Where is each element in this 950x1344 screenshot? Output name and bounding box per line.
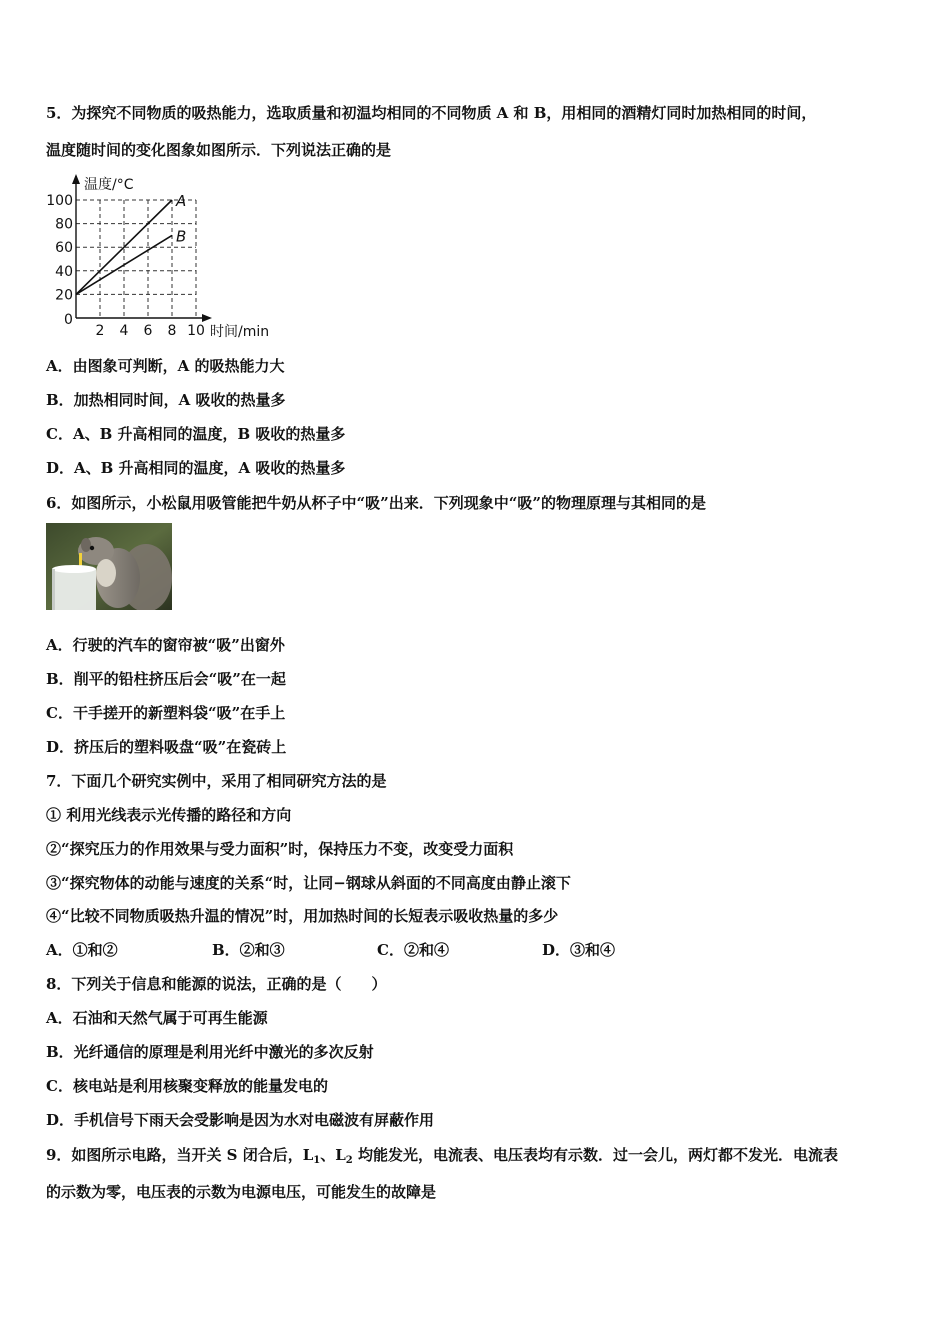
- q5-option-a: A．由图象可判断，A 的吸热能力大: [46, 357, 285, 375]
- x-tick-label-10: 10: [187, 323, 205, 339]
- q9-stem-line2: 的示数为零，电压表的示数为电源电压，可能发生的故障是: [46, 1183, 437, 1201]
- q7-option-c: C．②和④: [377, 941, 449, 959]
- q7-item-1: ① 利用光线表示光传播的路径和方向: [46, 806, 292, 824]
- q9-stem-part-c: 均能发光，电流表、电压表均有示数．过一会儿，两灯都不发光．电流表: [352, 1146, 838, 1164]
- q8-option-c: C．核电站是利用核聚变释放的能量发电的: [46, 1077, 328, 1095]
- q8-option-b: B．光纤通信的原理是利用光纤中激光的多次反射: [46, 1043, 374, 1061]
- y-tick-label-60: 60: [55, 240, 73, 257]
- q9-sub-2: 2: [345, 1155, 353, 1166]
- series-label-A: A: [176, 192, 187, 210]
- q7-item-3: ③“探究物体的动能与速度的关系“时，让同−钢球从斜面的不同高度由静止滚下: [46, 874, 571, 892]
- x-axis-arrow: [202, 314, 212, 322]
- q7-options-row: [46, 940, 615, 960]
- y-axis-arrow: [72, 174, 80, 184]
- q8-option-a: A．石油和天然气属于可再生能源: [46, 1009, 268, 1027]
- x-tick-label-4: 4: [119, 323, 129, 339]
- temperature-time-chart: [44, 170, 294, 342]
- y-tick-label-100: 100: [46, 193, 73, 209]
- y-tick-label-40: 40: [55, 263, 73, 280]
- q5-option-c: C．A、B 升高相同的温度，B 吸收的热量多: [46, 425, 346, 443]
- chart-grid: [76, 200, 196, 318]
- chart-axes: [72, 174, 212, 322]
- x-tick-label-6: 6: [143, 323, 153, 339]
- q6-stem: 6．如图所示，小松鼠用吸管能把牛奶从杯子中“吸”出来．下列现象中“吸”的物理原理与其相同的是: [46, 494, 706, 512]
- q7-option-a: A．①和②: [46, 941, 118, 959]
- q7-stem: 7．下面几个研究实例中，采用了相同研究方法的是: [46, 772, 387, 790]
- q7-option-b: B．②和③: [212, 941, 285, 959]
- q8-option-d: D．手机信号下雨天会受影响是因为水对电磁波有屏蔽作用: [46, 1111, 435, 1129]
- q7-item-4: ④“比较不同物质吸热升温的情况”时，用加热时间的长短表示吸收热量的多少: [46, 907, 559, 925]
- chart-x-label: 时间/min: [210, 324, 270, 340]
- q8-stem: 8．下列关于信息和能源的说法，正确的是（ ）: [46, 975, 387, 993]
- q5-stem-line1: 5．为探究不同物质的吸热能力，选取质量和初温均相同的不同物质 A 和 B，用相同的酒精灯同时加热相同的时间，: [46, 104, 817, 122]
- q9-stem-line1: [46, 1145, 838, 1171]
- q5-option-d: D．A、B 升高相同的温度，A 吸收的热量多: [46, 459, 346, 477]
- q9-sub-1: 1: [313, 1155, 321, 1166]
- series-label-B: B: [176, 227, 187, 246]
- q6-option-a: A．行驶的汽车的窗帘被“吸”出窗外: [46, 636, 285, 654]
- q6-option-d: D．挤压后的塑料吸盘“吸”在瓷砖上: [46, 738, 287, 756]
- y-tick-label-20: 20: [55, 287, 73, 304]
- q6-option-b: B．削平的铅柱挤压后会“吸”在一起: [46, 670, 286, 688]
- q9-stem-part-b: 、L: [320, 1146, 346, 1164]
- x-tick-label-2: 2: [95, 323, 105, 339]
- squirrel-drinking-milk-image: [46, 523, 172, 610]
- chart-y-label: 温度/°C: [84, 177, 134, 193]
- x-tick-label-8: 8: [167, 323, 177, 339]
- y-tick-label-80: 80: [55, 216, 73, 233]
- q7-item-2: ②“探究压力的作用效果与受力面积”时，保持压力不变，改变受力面积: [46, 840, 514, 858]
- q9-stem-part-a: 9．如图所示电路，当开关 S 闭合后，L: [46, 1146, 314, 1164]
- chart-series: [76, 192, 186, 294]
- chart-origin-label: 0: [64, 312, 73, 328]
- q7-option-d: D．③和④: [542, 941, 616, 959]
- q5-stem-line2: 温度随时间的变化图象如图所示．下列说法正确的是: [46, 141, 392, 159]
- q6-option-c: C．干手搓开的新塑料袋“吸”在手上: [46, 704, 286, 722]
- q5-option-b: B．加热相同时间，A 吸收的热量多: [46, 391, 286, 409]
